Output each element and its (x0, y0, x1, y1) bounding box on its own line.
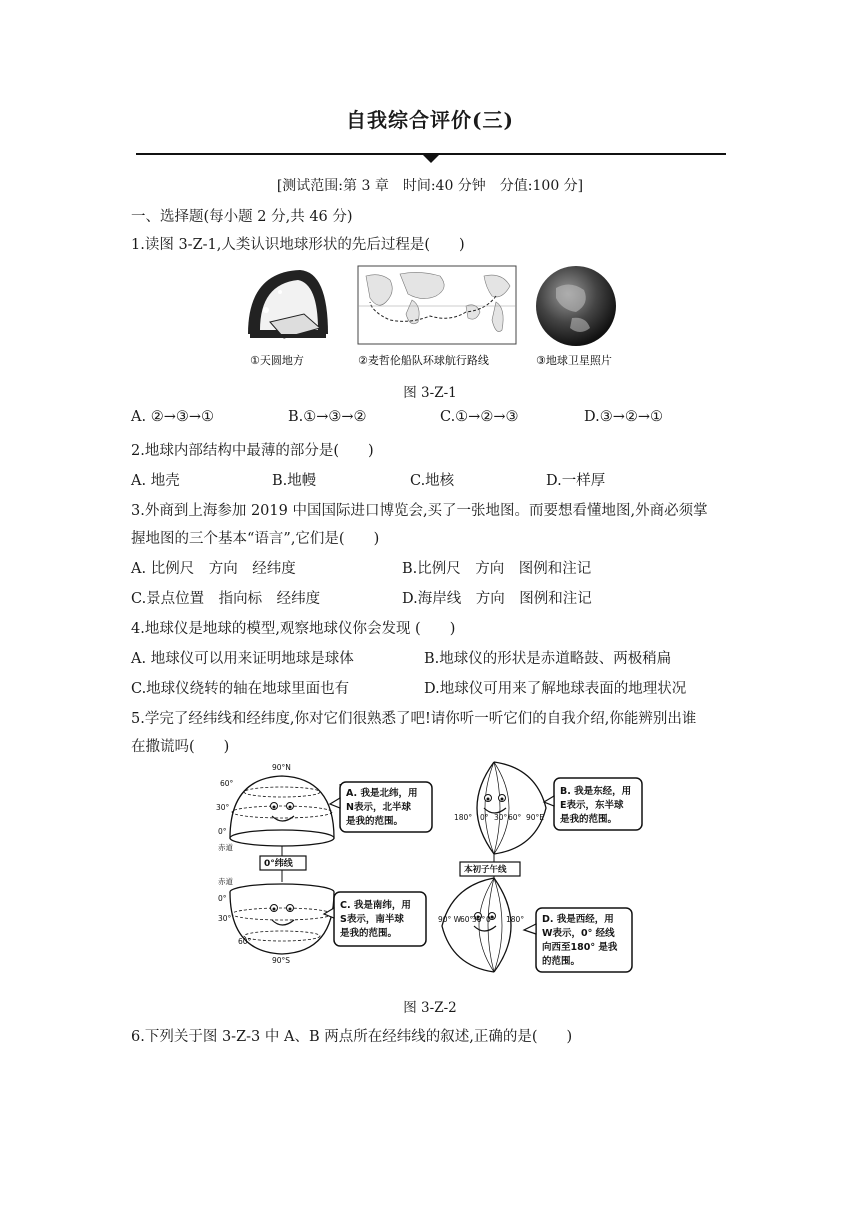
label-w60: 60° (460, 915, 474, 924)
q1-option-d[interactable]: D.③→②→① (584, 409, 664, 425)
label-e0: 0° (480, 813, 489, 822)
q3-option-a[interactable]: A. 比例尺 方向 经纬度 (131, 561, 296, 577)
label-equator-top: 赤道 (218, 843, 233, 852)
western-hemisphere-character (438, 878, 524, 972)
label-e30: 30° (494, 813, 508, 822)
label-w180: 180° (506, 915, 525, 924)
bubble-b-line2: E表示，东半球 (560, 800, 624, 811)
bubble-d-line1: D. 我是西经，用 (542, 914, 614, 925)
earth-satellite-photo (536, 266, 616, 367)
page-title: 自我综合评价(三) (346, 108, 514, 132)
bubble-d-line4: 的范围。 (542, 956, 581, 967)
label-s0: 0° (218, 894, 227, 903)
label-n60: 60° (220, 779, 234, 788)
figure-3-z-1 (240, 262, 620, 372)
section-heading: 一、选择题(每小题 2 分,共 46 分) (131, 209, 353, 225)
bubble-b-line1: B. 我是东经，用 (560, 786, 632, 797)
q4-option-d[interactable]: D.地球仪可用来了解地球表面的地理状况 (424, 681, 687, 697)
question-1-stem: 1.读图 3-Z-1,人类认识地球形状的先后过程是( ) (131, 237, 465, 253)
q2-option-d[interactable]: D.一样厚 (546, 473, 606, 489)
question-2-stem: 2.地球内部结构中最薄的部分是( ) (131, 443, 374, 459)
figure-caption-2: 图 3-Z-2 (403, 1000, 457, 1016)
label-zero-latitude: 0°纬线 (264, 859, 293, 869)
label-equator-bottom: 赤道 (218, 877, 233, 886)
question-5-stem-line1: 5.学完了经纬线和经纬度,你对它们很熟悉了吧!请你听一听它们的自我介绍,你能辨别出谁 (131, 711, 697, 727)
fig-label-2: ②麦哲伦船队环球航行路线 (358, 354, 489, 367)
southern-hemisphere-character (218, 876, 334, 965)
question-5-stem-line2: 在撒谎吗( ) (131, 739, 230, 755)
speech-bubble-c (324, 892, 426, 946)
label-90n: 90°N (272, 763, 291, 772)
q3-option-d[interactable]: D.海岸线 方向 图例和注记 (402, 591, 592, 607)
label-90e: 90°E (526, 813, 545, 822)
q4-option-c[interactable]: C.地球仪绕转的轴在地球里面也有 (131, 681, 350, 697)
fig-label-1: ①天圆地方 (250, 354, 304, 367)
figure-caption-1: 图 3-Z-1 (403, 385, 457, 401)
label-e60: 60° (508, 813, 522, 822)
bubble-d-line2: W表示，0° 经线 (542, 928, 615, 939)
bubble-b-line3: 是我的范围。 (560, 814, 618, 825)
label-s60: 60° (238, 937, 252, 946)
speech-bubble-b (544, 778, 642, 830)
speech-bubble-a (330, 782, 432, 832)
round-sky-square-earth-illustration (248, 270, 328, 367)
bubble-a-line2: N表示，北半球 (346, 802, 411, 813)
bubble-c-line1: C. 我是南纬，用 (340, 900, 411, 911)
question-6-stem: 6.下列关于图 3-Z-3 中 A、B 两点所在经纬线的叙述,正确的是( ) (131, 1029, 573, 1045)
q1-option-a[interactable]: A. ②→③→① (131, 409, 214, 425)
label-e180: 180° (454, 813, 473, 822)
question-3-stem-line1: 3.外商到上海参加 2019 中国国际进口博览会,买了一张地图。而要想看懂地图,外商必须掌 (131, 503, 708, 519)
question-3-stem-line2: 握地图的三个基本“语言”,它们是( ) (131, 531, 380, 547)
q3-option-b[interactable]: B.比例尺 方向 图例和注记 (402, 561, 592, 577)
fig-label-3: ③地球卫星照片 (536, 354, 612, 367)
label-w30: 30° (472, 915, 486, 924)
q4-option-a[interactable]: A. 地球仪可以用来证明地球是球体 (131, 651, 354, 667)
northern-hemisphere-character (216, 763, 334, 852)
magellan-route-map (358, 266, 516, 367)
bubble-a-line1: A. 我是北纬，用 (346, 788, 418, 799)
bubble-c-line3: 是我的范围。 (340, 928, 398, 939)
eastern-hemisphere-character (454, 762, 546, 854)
test-scope: [测试范围:第 3 章 时间:40 分钟 分值:100 分] (276, 178, 584, 194)
label-n0: 0° (218, 827, 227, 836)
divider-marker (423, 155, 439, 163)
q2-option-a[interactable]: A. 地壳 (131, 473, 180, 489)
label-s30: 30° (218, 914, 232, 923)
q2-option-c[interactable]: C.地核 (410, 473, 455, 489)
label-w0: 0° (486, 915, 495, 924)
label-n30: 30° (216, 803, 230, 812)
q2-option-b[interactable]: B.地幔 (272, 473, 317, 489)
q1-option-b[interactable]: B.①→③→② (288, 409, 367, 425)
bubble-c-line2: S表示，南半球 (340, 914, 404, 925)
bubble-a-line3: 是我的范围。 (346, 816, 404, 827)
question-4-stem: 4.地球仪是地球的模型,观察地球仪你会发现 ( ) (131, 621, 456, 637)
q4-option-b[interactable]: B.地球仪的形状是赤道略鼓、两极稍扁 (424, 651, 672, 667)
label-prime-meridian: 本初子午线 (464, 865, 507, 875)
label-90w: 90° W (438, 915, 462, 924)
speech-bubble-d (524, 908, 632, 972)
q1-option-c[interactable]: C.①→②→③ (440, 409, 519, 425)
q3-option-c[interactable]: C.景点位置 指向标 经纬度 (131, 591, 321, 607)
label-90s: 90°S (272, 956, 291, 965)
figure-3-z-2 (216, 758, 646, 980)
bubble-d-line3: 向西至180° 是我 (542, 942, 618, 953)
